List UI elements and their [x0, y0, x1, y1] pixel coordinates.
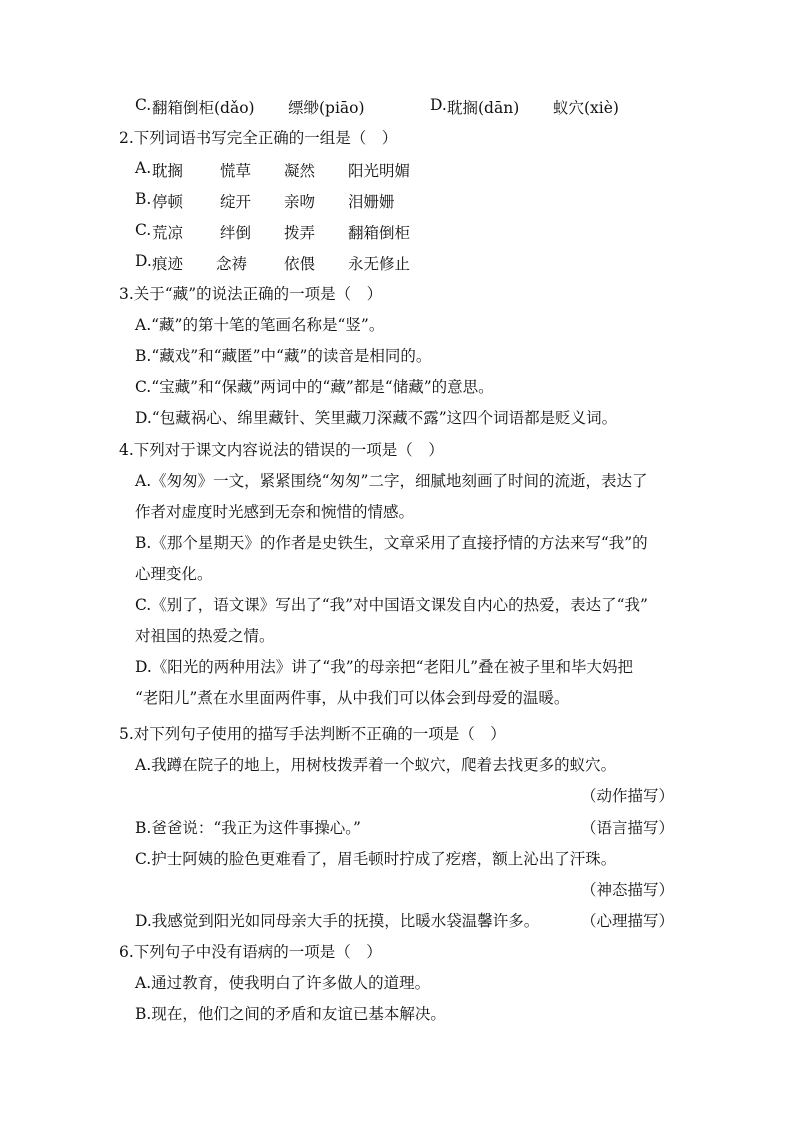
q6-stem: 6.下列句子中没有语病的一项是（ ）: [119, 943, 382, 961]
q1-option-d-word2: 蚁穴(xiè): [553, 99, 619, 117]
q2-word: 停顿: [152, 193, 184, 211]
q2-option-label: D.: [135, 252, 152, 270]
q5-option-a-tag: （动作描写）: [581, 787, 675, 805]
q2-option-label: B.: [135, 190, 152, 208]
q1-option-c-word2: 缥缈(piāo): [288, 99, 365, 117]
q2-word: 永无修止: [348, 255, 411, 273]
q2-word: 荒凉: [152, 224, 184, 242]
q5-option-c-tag: （神态描写）: [581, 881, 675, 899]
q4-option-d-line2: “老阳儿”煮在水里面两件事，从中我们可以体会到母爱的温暖。: [135, 689, 570, 707]
q4-option-b-line2: 心理变化。: [135, 565, 213, 583]
q5-option-d-tag: （心理描写）: [581, 912, 675, 930]
q5-stem: 5.对下列句子使用的描写手法判断不正确的一项是（ ）: [119, 725, 506, 743]
q3-option-d: D.“包藏祸心、绵里藏针、笑里藏刀深藏不露”这四个词语都是贬义词。: [135, 409, 618, 427]
q1-option-c-label: C.: [135, 96, 152, 114]
q4-option-a-line1: A.《匆匆》一文，紧紧围绕“匆匆”二字，细腻地刻画了时间的流逝，表达了: [135, 472, 648, 490]
q2-word: 绊倒: [220, 224, 252, 242]
q2-word: 亲吻: [284, 193, 316, 211]
q1-option-d-label: D.: [430, 96, 447, 114]
q2-word: 翻箱倒柜: [348, 224, 411, 242]
q2-option-label: A.: [135, 159, 152, 177]
q2-stem: 2.下列词语书写完全正确的一组是（ ）: [119, 129, 398, 147]
q6-option-a: A.通过教育，使我明白了许多做人的道理。: [135, 974, 431, 992]
q4-stem: 4.下列对于课文内容说法的错误的一项是（ ）: [119, 441, 444, 459]
q3-option-a: A.“藏”的第十笔的笔画名称是“竖”。: [135, 316, 385, 334]
q5-option-d: D.我感觉到阳光如同母亲大手的抚摸，比暖水袋温馨许多。: [135, 912, 540, 930]
q2-word: 泪姗姗: [348, 193, 395, 211]
q2-word: 慌草: [220, 162, 252, 180]
q2-word: 拨弄: [284, 224, 316, 242]
q2-word: 阳光明媚: [348, 162, 411, 180]
q5-option-c: C.护士阿姨的脸色更难看了，眉毛顿时拧成了疙瘩，额上沁出了汗珠。: [135, 850, 617, 868]
q4-option-c-line2: 对祖国的热爱之情。: [135, 627, 275, 645]
q3-option-b: B.“藏戏”和“藏匿”中“藏”的读音是相同的。: [135, 347, 432, 365]
q2-word: 绽开: [220, 193, 252, 211]
q3-option-c: C.“宝藏”和“保藏”两词中的“藏”都是“储藏”的意思。: [135, 378, 494, 396]
q1-option-d-word1: 耽搁(dān): [447, 99, 520, 117]
q2-option-label: C.: [135, 221, 152, 239]
q4-option-b-line1: B.《那个星期天》的作者是史铁生，文章采用了直接抒情的方法来写“我”的: [135, 534, 648, 552]
q2-word: 念祷: [216, 255, 248, 273]
q4-option-c-line1: C.《别了，语文课》写出了“我”对中国语文课发自内心的热爱，表达了“我”: [135, 596, 648, 614]
q6-option-b: B.现在，他们之间的矛盾和友谊已基本解决。: [135, 1005, 446, 1023]
q5-option-a: A.我蹲在院子的地上，用树枝拨弄着一个蚁穴，爬着去找更多的蚁穴。: [135, 756, 617, 774]
q2-word: 凝然: [284, 162, 316, 180]
q2-word: 痕迹: [152, 255, 184, 273]
q2-word: 依偎: [284, 255, 316, 273]
q1-option-c-word1: 翻箱倒柜(dǎo): [152, 99, 255, 117]
q5-option-b-tag: （语言描写）: [581, 819, 675, 837]
q4-option-a-line2: 作者对虚度时光感到无奈和惋惜的情感。: [135, 503, 415, 521]
q3-stem: 3.关于“藏”的说法正确的一项是（ ）: [119, 285, 383, 303]
q5-option-b: B.爸爸说：“我正为这件事操心。”: [135, 819, 361, 837]
q4-option-d-line1: D.《阳光的两种用法》讲了“我”的母亲把“老阳儿”叠在被子里和毕大妈把: [135, 658, 634, 676]
q2-word: 耽搁: [152, 162, 184, 180]
